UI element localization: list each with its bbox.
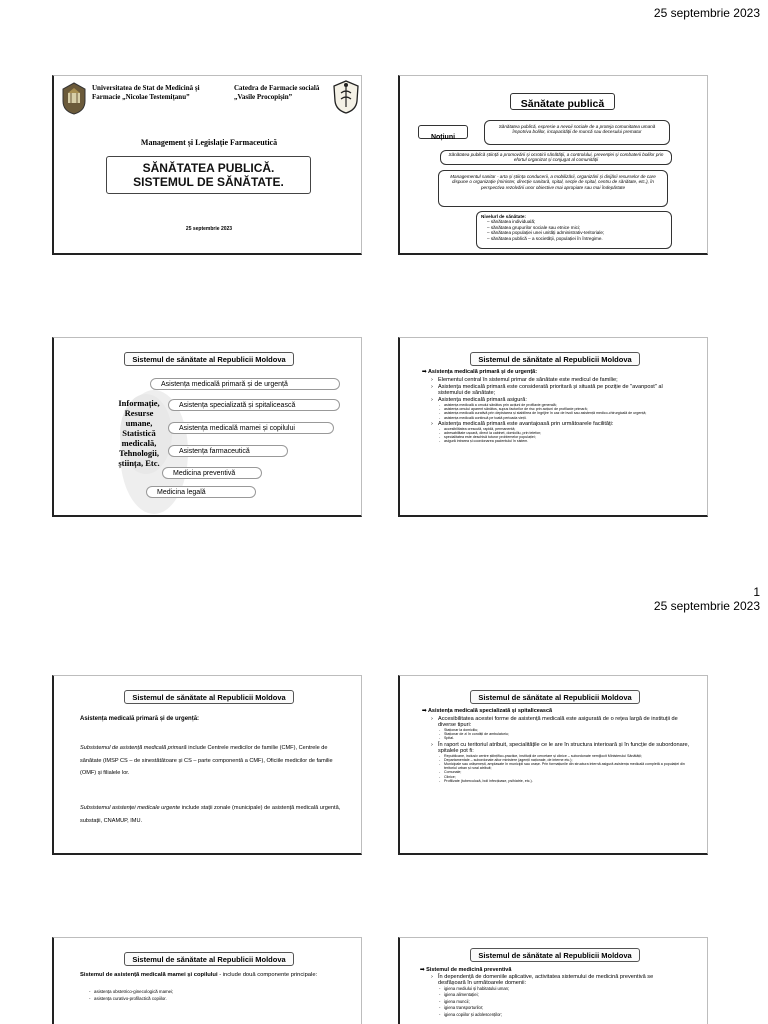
list-subitem: - accesibilitatea crescută, rapidă, permanentă; xyxy=(428,427,688,431)
slide-date: 25 septembrie 2023 xyxy=(185,226,233,232)
section-heading xyxy=(422,369,537,375)
list-subitem: - asistența medicală continuă pe toată perioada vieții. xyxy=(428,416,688,420)
list-item: › Asistența medicală primară este avantajoasă prin următoarele facilități: xyxy=(428,421,688,427)
list-subitem: - Staționar de zi în condiții de ambulatoriu; xyxy=(428,732,692,736)
intro-term: Sistemul de asistență medicală mamei și copilului xyxy=(80,972,218,978)
slide-health-system-overview[interactable] xyxy=(52,337,362,517)
health-level-item: – sănătatea individuală; xyxy=(487,219,536,225)
department-crest-icon xyxy=(332,79,360,115)
list-subitem: - igiena mediului și habitatului uman; xyxy=(428,986,678,992)
presentation-title xyxy=(106,156,311,194)
paragraph-emergency xyxy=(80,802,342,827)
section-heading-text: Asistența medicală primară și de urgență: xyxy=(427,369,538,375)
paragraph-primary xyxy=(80,742,342,780)
slide-primary-care[interactable] xyxy=(398,337,708,517)
list-subitem: - asigură intrarea și coordonarea pacientului în sistem. xyxy=(428,439,688,443)
list-subitem: - igiena alimentației; xyxy=(428,992,678,998)
list-subitem: - specialitatea este deschisă tuturor problemelor populației; xyxy=(428,435,688,439)
list-subitem: - igiena muncii; xyxy=(428,999,678,1005)
section-heading: Asistența medicală primară și de urgență: xyxy=(80,716,200,722)
slide-preventive-medicine[interactable] xyxy=(398,937,708,1024)
paragraph-emergency-text: include stații zonale (municipale) de asistență medicală urgentă, substații, CNAMUP, IMU. xyxy=(80,805,341,824)
bullet-arrow-icon: ➡ xyxy=(422,708,428,714)
course-name: Management și Legislație Farmaceutică xyxy=(140,138,278,147)
health-level-item: – sănătatea grupurilor sociale sau etnice mici; xyxy=(487,224,581,230)
list-item: › Elementul central în sistemul primar de sănătate este medicul de familie; xyxy=(428,377,688,383)
list-subitem: - asistența omului aparent sănătos, supus factorilor de risc prin acțiuni de profilaxie primară; xyxy=(428,407,688,411)
definition-box-1: Sănătatea publică, expresie a nevoii sociale de a proteja comunitatea umană împotriva bolilor, incapacității de muncă sau decesului prematur xyxy=(484,120,670,145)
list-subitem: - Staționar la domiciliu; xyxy=(428,728,692,732)
health-levels-title: Nivelurl de sănătate: xyxy=(481,214,526,219)
system-item-preventive: Medicina preventivă xyxy=(162,467,262,479)
slide-title[interactable] xyxy=(52,75,362,255)
definition-box-3: Managementul sanitar - arta și știința conducerii, a mobilizării, organizării și dirijării resurselor de care dispune o organizație (minister, direcție sanitară, spital, secție de spital, centru de sănătate, etc.), în perspectiva rezolvării unor obiective mai apropiate sau mai îndepărtate xyxy=(438,170,668,207)
list-subitem: - Republicane, inclusiv centre științifico-practice, instituții de cercetare și clinice – subordonate nemijlocit Ministerului Sănătății; xyxy=(428,754,692,758)
health-level-item: – sănătatea populației unei unități administrativ-teritoriale; xyxy=(487,230,605,236)
slide-public-health[interactable] xyxy=(398,75,708,255)
bullet-list xyxy=(78,988,338,1002)
slide-heading: Sistemul de sănătate al Republicii Moldova xyxy=(124,352,294,366)
list-subitem: - asistența medicală a omului sănătos prin acțiuni de profilaxie generală; xyxy=(428,403,688,407)
slide-heading: Sistemul de sănătate al Republicii Moldova xyxy=(124,952,294,966)
list-subitem: - Departamentale – subordonate altor ministere (agenții naționale, de interne etc.); xyxy=(428,758,692,762)
page-number: 1 xyxy=(753,585,760,599)
section-heading-text: Sistemul de medicină preventivă xyxy=(426,967,512,973)
section-heading-text: Asistența medicală specializată și spitalicească xyxy=(427,708,553,714)
slide-specialized-care[interactable] xyxy=(398,675,708,855)
bullet-arrow-icon: ➡ xyxy=(420,967,427,973)
list-subitem: - Clinice; xyxy=(428,775,692,779)
university-crest-icon xyxy=(61,81,87,115)
list-subitem: - adresabilitate ușoară, direct la cabinet, domiciliu, prin telefon; xyxy=(428,431,688,435)
system-item-forensic: Medicina legală xyxy=(146,486,256,498)
notions-label-text: Noțiuni xyxy=(430,134,456,141)
page-date-middle: 25 septembrie 2023 xyxy=(653,599,760,613)
list-subitem: - asistența medicală curativă prin depistarea și stabilirea de îngrijire în caz de bvoli sau asistență medico-chirurgicală de urgență; xyxy=(428,411,688,415)
bullet-list xyxy=(428,376,688,444)
bullet-list xyxy=(428,973,678,1018)
bullet-arrow-icon: ➡ xyxy=(422,369,428,375)
intro-paragraph xyxy=(80,972,342,979)
slide-heading xyxy=(510,93,615,110)
slide-heading: Sistemul de sănătate al Republicii Moldova xyxy=(470,352,640,366)
list-item: › Asistența medicală primară asigură: xyxy=(428,397,688,403)
list-item: › În dependență de domeniile aplicative, activitatea sistemului de medicină preventivă se desfășoară în următoarele domenii: xyxy=(428,974,678,986)
list-subitem: - Comunale; xyxy=(428,770,692,774)
definition-box-2: Sănătatea publică știință a promovării și ocrotirii sănătății, a controlului, prevenției și combaterii bolilor prin efortul organizat și conjugat al comunității xyxy=(440,150,672,165)
slide-heading-text: Sănătate publică xyxy=(520,98,605,110)
list-subitem: - igiena copiilor și adolescenților; xyxy=(428,1012,678,1018)
health-levels-box xyxy=(476,211,672,249)
slide-mother-child[interactable] xyxy=(52,937,362,1024)
university-name: Universitatea de Stat de Medicină și Farmacie „Nicolae Testemițanu” xyxy=(92,84,200,101)
paragraph-primary-term: Subsistemul de asistență medicală primară xyxy=(80,745,187,751)
page-date-top: 25 septembrie 2023 xyxy=(653,6,760,20)
system-item-primary-care: Asistența medicală primară și de urgență xyxy=(150,378,340,390)
slide-heading: Sistemul de sănătate al Republicii Moldova xyxy=(470,690,640,704)
slide-heading: Sistemul de sănătate al Republicii Moldova xyxy=(470,948,640,962)
bullet-list xyxy=(428,715,692,783)
list-subitem: - asistența curativo-profilactică copiilor. xyxy=(78,995,338,1002)
slide-primary-care-subsystems[interactable] xyxy=(52,675,362,855)
paragraph-primary-text: include Centrele medicilor de familie (CMF), Centrele de sănătate (IMSP CS – de sinestătătoare și CS – parte componentă a CMF), Oficiile medicilor de familie (OMF) și filialele lor. xyxy=(80,745,333,776)
system-item-specialized-care: Asistența specializată și spitalicească xyxy=(168,399,340,411)
system-item-mother-child: Asistența medicală mamei și copilului xyxy=(168,422,334,434)
section-heading xyxy=(422,708,552,714)
notions-label xyxy=(418,125,468,139)
list-item: › Accesibilitatea acestei forme de asistență medicală este asigurată de o rețea largă de instituții de diverse tipuri: xyxy=(428,716,692,728)
list-item: › În raport cu teritoriul atribuit, specialitățile ce le are în structura interioară și în funcție de subordonare, spitalele pot fi: xyxy=(428,742,692,754)
list-subitem: - Municipale sau orășenești, amplasate în municipii sau orașe. Prin formațiunile din structura internă asigură asistența medicală completă a populației din teritoriul urban și rural atribuit; xyxy=(428,762,692,770)
intro-text: - include două componente principale: xyxy=(217,972,318,978)
list-subitem: - asistența obstetrico-ginecologică mamei; xyxy=(78,988,338,995)
health-level-item: – sănătatea publică – a societății, populației în întregime. xyxy=(487,235,603,241)
list-subitem: - Profilizate (tuberculoză, boli infecțioase, psihiatrie, etc.). xyxy=(428,779,692,783)
system-item-pharmaceutical: Asistența farmaceutică xyxy=(168,445,288,457)
list-item: › Asistența medicală primară este considerată prioritară și situată pe poziție de "avanpost" al sistemului de sănătate; xyxy=(428,384,688,396)
list-subitem: - igiena transporturilor; xyxy=(428,1005,678,1011)
list-subitem: - Spital. xyxy=(428,736,692,740)
resources-text: Informație, Resurse umane, Statistică medicală, Tehnologii, știința, Etc. xyxy=(118,398,160,468)
department-name: Catedra de Farmacie socială „Vasile Procopișin” xyxy=(234,84,320,101)
slide-heading: Sistemul de sănătate al Republicii Moldova xyxy=(124,690,294,704)
presentation-title-text: SĂNĂTATEA PUBLICĂ. SISTEMUL DE SĂNĂTATE. xyxy=(133,161,284,189)
paragraph-emergency-term: Subsistemul asistenței medicale urgente xyxy=(80,805,181,811)
